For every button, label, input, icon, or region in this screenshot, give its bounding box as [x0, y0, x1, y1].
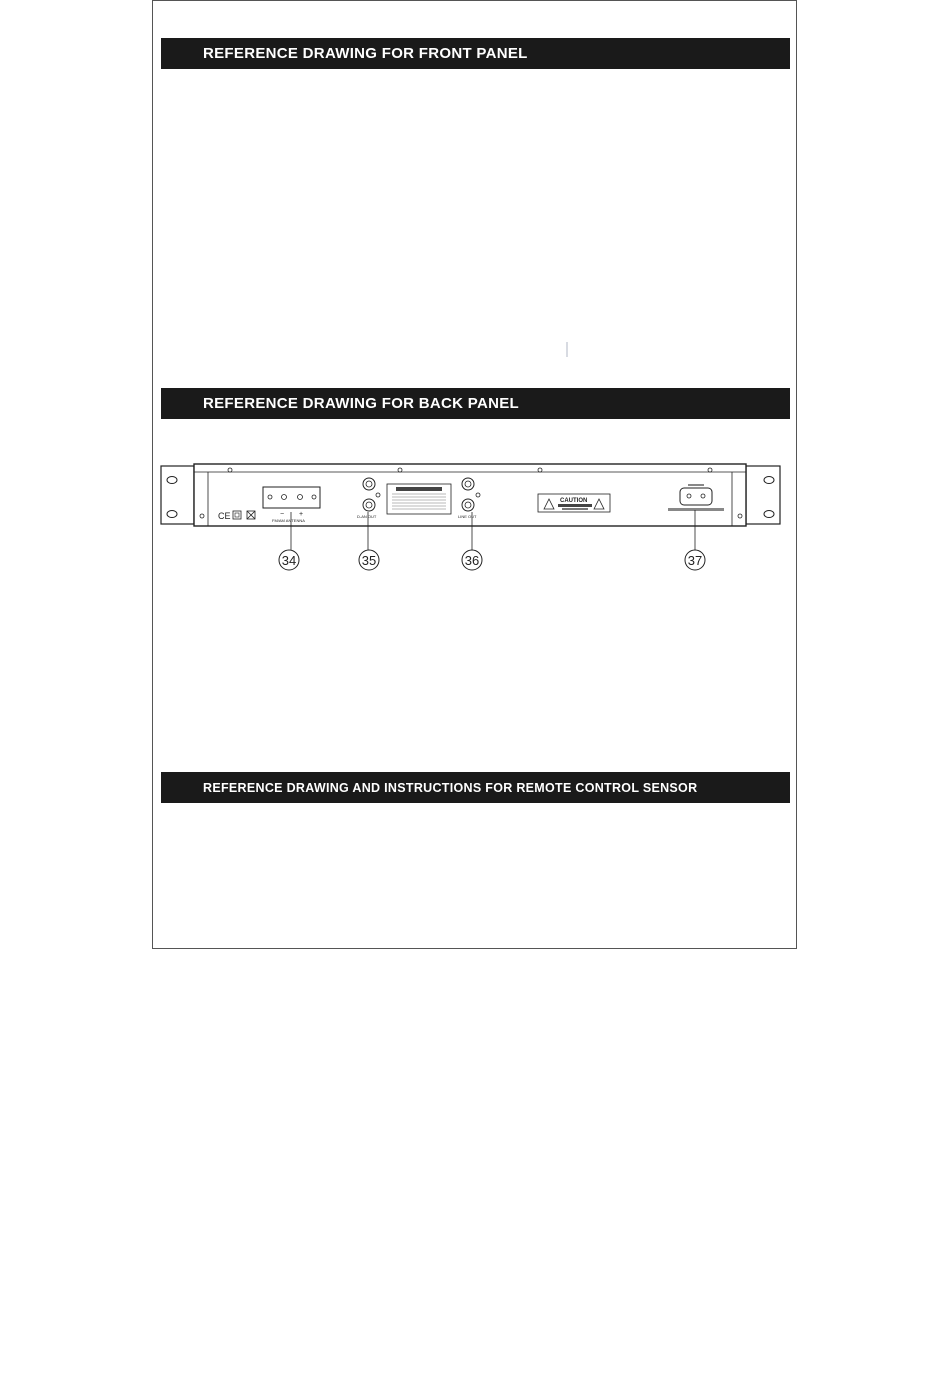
back-panel-drawing — [160, 462, 782, 572]
callout-34 — [279, 550, 299, 570]
remote-sensor-heading — [161, 772, 790, 803]
caution-label — [538, 494, 610, 512]
callout-36 — [462, 550, 482, 570]
svg-text:34: 34 — [281, 553, 297, 568]
rack-ear-right — [746, 466, 780, 524]
svg-text:36: 36 — [464, 553, 480, 568]
antenna-plus: + — [299, 511, 304, 518]
back-panel-heading — [161, 388, 790, 419]
svg-text:37: 37 — [687, 553, 703, 568]
line-out-label: LINE OUT — [458, 514, 477, 519]
front-panel-heading — [161, 38, 790, 69]
svg-text:35: 35 — [361, 553, 377, 568]
d-an-out-label: D-AN OUT — [357, 514, 377, 519]
callout-37 — [685, 550, 705, 570]
callout-35 — [359, 550, 379, 570]
back-panel-heading-text: REFERENCE DRAWING FOR BACK PANEL — [203, 395, 519, 412]
ce-mark: CE — [218, 511, 231, 521]
front-panel-heading-text: REFERENCE DRAWING FOR FRONT PANEL — [203, 45, 528, 62]
antenna-minus: − — [280, 511, 285, 518]
antenna-label: FM/AM ANTENNA — [272, 518, 305, 523]
caution-text: CAUTION — [560, 498, 588, 504]
rack-ear-left — [161, 466, 194, 524]
warning-label — [387, 484, 451, 514]
text-cursor-mark — [566, 342, 568, 357]
remote-sensor-heading-text: REFERENCE DRAWING AND INSTRUCTIONS FOR REMOTE CONTROL SENSOR — [203, 780, 698, 795]
